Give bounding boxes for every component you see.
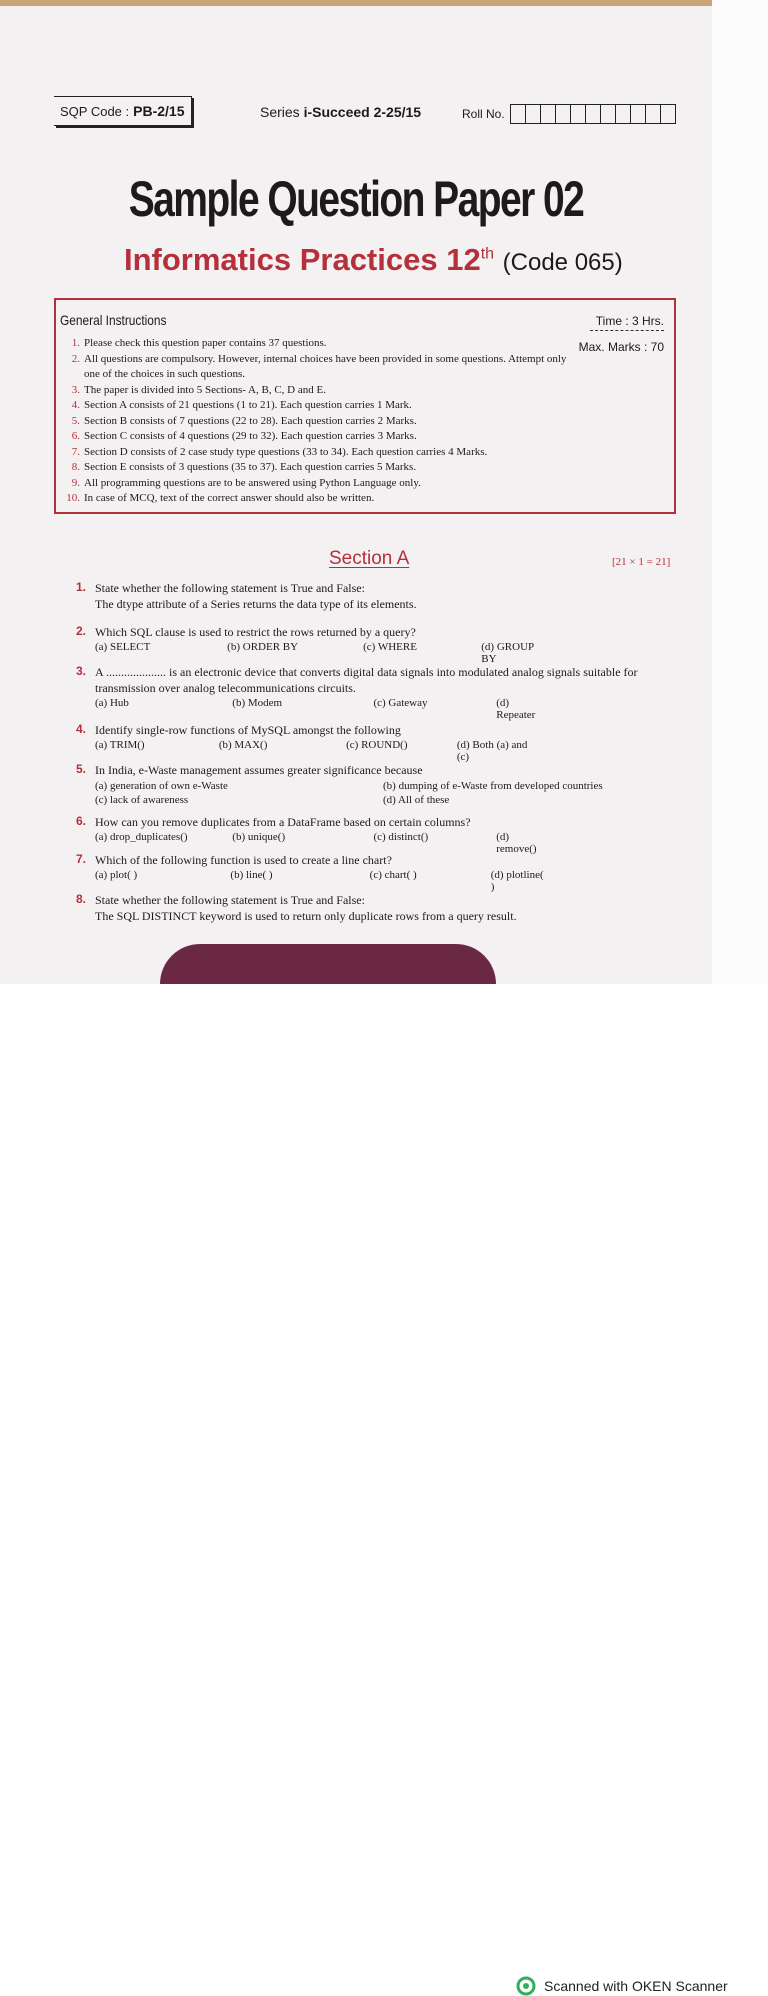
option: (d) All of these [383,794,450,806]
option: (c) distinct() [373,831,429,843]
series-value: i-Succeed 2-25/15 [303,104,422,120]
question-text: Which of the following function is used to create a line chart? [95,853,392,867]
paper-title: Sample Question Paper 02 [128,171,584,227]
instruction-item: 4. Section A consists of 21 questions (1 to 21). Each question carries 1 Mark. [71,399,412,411]
question-number: 8. [76,892,87,906]
instruction-item: 5. Section B consists of 7 questions (22 to 28). Each question carries 2 Marks. [71,414,417,427]
question-text: State whether the following statement is True and False: The dtype attribute of a Series returns the data type of its elements. [95,581,417,611]
option: (a) SELECT [95,641,151,653]
question-number: 6. [76,814,87,828]
option: (d) plotline( ) [490,869,544,893]
option: (b) ORDER BY [227,641,299,653]
option: (b) dumping of e-Waste from developed countries [383,780,603,792]
paper-subtitle [124,242,623,278]
question-text: In India, e-Waste management assumes greater significance because [95,763,423,777]
grade-suffix: th [480,245,495,263]
time-allowed: Time : 3 Hrs. [590,314,664,331]
question-text: A .................... is an electronic device that converts digital data signals into modulated analog signals suitable for transmission over analog telecommunications circuits. [95,665,638,695]
instruction-item: 8. Section E consists of 3 questions (35 to 37). Each question carries 5 Marks. [71,461,417,473]
option: (b) unique() [232,831,286,843]
instructions-list [60,336,580,507]
section-a-marks: [21 × 1 = 21] [612,556,671,568]
instruction-item: 9. All programming questions are to be answered using Python Language only. [71,476,421,489]
series-label: Series [260,104,300,120]
option: (c) lack of awareness [95,794,189,806]
page-right-margin [712,0,768,1024]
question-number: 4. [76,722,87,736]
question-text: How can you remove duplicates from a DataFrame based on certain columns? [95,815,471,829]
instructions-heading: General Instructions [60,312,167,328]
scanner-logo-icon [516,1976,536,1996]
subject-code: (Code 065) [502,249,623,276]
option: (a) TRIM() [95,739,145,751]
option: (a) generation of own e-Waste [95,780,228,792]
instruction-item: 10. In case of MCQ, text of the correct answer should also be written. [66,492,375,504]
options-grid [95,779,675,807]
roll-label: Roll No. [462,107,505,121]
max-marks: Max. Marks : 70 [578,340,664,354]
instruction-item: 3. The paper is divided into 5 Sections- A, B, C, D and E. [71,383,326,396]
question-number: 5. [76,762,87,776]
question-number: 7. [76,852,87,866]
question-text: State whether the following statement is True and False: The SQL DISTINCT keyword is used to return only duplicate rows from a query result. [95,893,517,923]
scanner-text: Scanned with OKEN Scanner [544,1978,728,1994]
option: (c) WHERE [363,641,417,653]
question-number: 3. [76,664,87,678]
question-text: Which SQL clause is used to restrict the rows returned by a query? [95,625,416,639]
section-a-heading: Section A [329,548,410,569]
sqp-label: SQP Code : [60,103,130,119]
option: (c) chart( ) [369,869,417,881]
sqp-code-box [54,96,192,126]
page-top-edge [0,0,768,6]
options-row [95,869,547,893]
instruction-item: 1. Please check this question paper contains 37 questions. [71,337,327,349]
series-info [260,104,421,120]
option: (c) ROUND() [346,739,408,751]
option: (c) Gateway [373,697,428,709]
subject-name: Informatics Practices 12 [124,242,481,277]
question-number: 1. [76,580,87,594]
options-row [95,641,547,665]
sqp-code: PB-2/15 [133,103,185,119]
roll-number-boxes [511,104,676,124]
option: (a) Hub [95,697,129,709]
option: (b) MAX() [218,739,268,751]
instruction-item: 7. Section D consists of 2 case study type questions (33 to 34). Each question carries 4 Marks. [71,445,488,458]
option: (b) line( ) [230,869,273,881]
options-row [95,739,531,763]
instructions-box [54,298,676,514]
option: (b) Modem [232,697,283,709]
instruction-item: 6. Section C consists of 4 questions (29 to 32). Each question carries 3 Marks. [71,430,417,442]
option: (d) Both (a) and (c) [456,739,528,763]
option: (d) Repeater [496,697,536,721]
question-number: 2. [76,624,87,638]
option: (a) drop_duplicates() [95,831,188,843]
roll-number [462,104,676,124]
option: (a) plot( ) [95,869,138,881]
option: (d) GROUP BY [481,641,534,665]
scanner-watermark [516,1976,728,1996]
scanner-footer [0,984,768,1994]
instruction-item: 2. All questions are compulsory. However, internal choices have been provided in some questions. Attempt only one of the choices in such questions. [71,352,567,380]
options-row [95,697,549,721]
question-text: Identify single-row functions of MySQL amongst the following [95,723,401,737]
option: (d) remove() [496,831,537,855]
